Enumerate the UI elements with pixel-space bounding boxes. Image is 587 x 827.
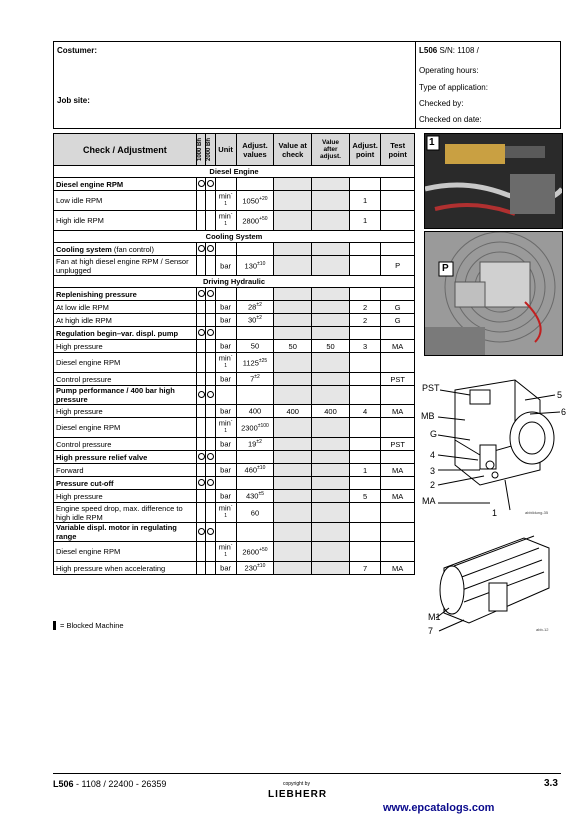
table-row bbox=[54, 464, 415, 477]
interval-checkbox[interactable] bbox=[198, 453, 205, 460]
interval-checkbox[interactable] bbox=[207, 479, 214, 486]
row-value-after[interactable] bbox=[312, 191, 350, 211]
pump-drawing-graphic bbox=[420, 370, 570, 520]
callout-m1: M1 bbox=[428, 612, 441, 622]
engine-photo bbox=[424, 133, 563, 229]
row-adjust-value: $30^{\pm 2}$ bbox=[236, 314, 274, 327]
table-row bbox=[54, 503, 415, 523]
table-row bbox=[54, 256, 415, 276]
row-value-at[interactable] bbox=[274, 562, 312, 575]
row-value-at[interactable] bbox=[274, 464, 312, 477]
jobsite-label: Job site: bbox=[57, 96, 90, 105]
interval-checkbox[interactable] bbox=[207, 245, 214, 252]
group-name: Diesel engine RPM bbox=[54, 178, 197, 191]
row-adjust-value: $2800^{+50}$ bbox=[236, 211, 274, 231]
row-value-at[interactable] bbox=[274, 191, 312, 211]
table-row bbox=[54, 314, 415, 327]
row-test: P bbox=[381, 256, 415, 276]
row-point bbox=[349, 542, 380, 562]
callout-4: 4 bbox=[430, 450, 436, 460]
col-adjust-values: Adjust. values bbox=[236, 134, 274, 166]
row-label: High pressure bbox=[54, 490, 197, 503]
row-unit: bar bbox=[215, 438, 236, 451]
col-test-point: Test point bbox=[381, 134, 415, 166]
col-check: Check / Adjustment bbox=[54, 134, 197, 166]
row-label: High pressure bbox=[54, 340, 197, 353]
checked-by-label: Checked by: bbox=[419, 99, 464, 108]
group-header-row bbox=[54, 386, 415, 405]
interval-checkbox[interactable] bbox=[207, 329, 214, 336]
row-test bbox=[381, 418, 415, 438]
callout-ma: MA bbox=[422, 496, 436, 506]
row-adjust-value: $7^{\pm 2}$ bbox=[236, 373, 274, 386]
row-value-at[interactable] bbox=[274, 542, 312, 562]
col-2000bh: 2000 Bh bbox=[206, 137, 213, 161]
section-row bbox=[54, 166, 415, 178]
row-unit: bar bbox=[215, 314, 236, 327]
photo1-callout: 1 bbox=[429, 137, 435, 148]
row-adjust-value: $230^{\pm 10}$ bbox=[236, 562, 274, 575]
row-value-after[interactable] bbox=[312, 418, 350, 438]
group-name: Pump performance / 400 bar high pressure bbox=[54, 386, 197, 405]
row-value-at[interactable] bbox=[274, 211, 312, 231]
col-unit: Unit bbox=[215, 134, 236, 166]
row-value-at[interactable]: 400 bbox=[274, 405, 312, 418]
operating-hours-label: Operating hours: bbox=[419, 66, 479, 75]
row-label: Control pressure bbox=[54, 438, 197, 451]
row-point: 1 bbox=[349, 211, 380, 231]
group-name: Pressure cut-off bbox=[54, 477, 197, 490]
row-test: MA bbox=[381, 562, 415, 575]
interval-checkbox[interactable] bbox=[198, 290, 205, 297]
fan-photo-graphic bbox=[425, 232, 562, 355]
liebherr-logo: LIEBHERR bbox=[268, 789, 328, 800]
row-point: 2 bbox=[349, 314, 380, 327]
row-point: 5 bbox=[349, 490, 380, 503]
costumer-label: Costumer: bbox=[57, 46, 98, 55]
row-value-after[interactable] bbox=[312, 301, 350, 314]
model-serial: L506 S/N: 1108 / bbox=[419, 46, 479, 55]
row-point: 2 bbox=[349, 301, 380, 314]
row-label: High idle RPM bbox=[54, 211, 197, 231]
row-test: MA bbox=[381, 464, 415, 477]
website-watermark: www.epcatalogs.com bbox=[383, 802, 495, 814]
row-point: 4 bbox=[349, 405, 380, 418]
row-adjust-value: $430^{\pm 5}$ bbox=[236, 490, 274, 503]
checked-on-label: Checked on date: bbox=[419, 115, 482, 124]
row-test bbox=[381, 542, 415, 562]
interval-checkbox[interactable] bbox=[207, 528, 214, 535]
row-value-after[interactable]: 400 bbox=[312, 405, 350, 418]
photo2-callout: P bbox=[442, 263, 449, 274]
row-unit: $\min^{-1}$ bbox=[215, 418, 236, 438]
table-row bbox=[54, 542, 415, 562]
table-row bbox=[54, 438, 415, 451]
row-value-at[interactable] bbox=[274, 353, 312, 373]
callout-2: 2 bbox=[430, 480, 436, 490]
group-header-row bbox=[54, 288, 415, 301]
row-unit: bar bbox=[215, 340, 236, 353]
row-point bbox=[349, 353, 380, 373]
footer-model: L506 - 1108 / 22400 - 26359 bbox=[53, 779, 167, 789]
row-value-after[interactable]: 50 bbox=[312, 340, 350, 353]
application-type-label: Type of application: bbox=[419, 83, 488, 92]
group-name: High pressure relief valve bbox=[54, 451, 197, 464]
interval-checkbox[interactable] bbox=[207, 391, 214, 398]
row-value-after[interactable] bbox=[312, 562, 350, 575]
col-value-at-check: Value at check bbox=[274, 134, 312, 166]
footer-line bbox=[53, 773, 561, 774]
group-name: Cooling system (fan control) bbox=[54, 243, 197, 256]
row-unit: $\min^{-1}$ bbox=[215, 211, 236, 231]
pump-figure-code: abbildung-35 bbox=[525, 510, 549, 515]
row-test: MA bbox=[381, 340, 415, 353]
row-adjust-value: $1125^{\pm 25}$ bbox=[236, 353, 274, 373]
table-row bbox=[54, 373, 415, 386]
row-test bbox=[381, 503, 415, 523]
row-unit: bar bbox=[215, 405, 236, 418]
row-value-at[interactable] bbox=[274, 373, 312, 386]
pump-drawing bbox=[420, 370, 570, 520]
row-value-at[interactable] bbox=[274, 418, 312, 438]
row-value-after[interactable] bbox=[312, 438, 350, 451]
table-row bbox=[54, 418, 415, 438]
row-label: High pressure when accelerating bbox=[54, 562, 197, 575]
row-label: Diesel engine RPM bbox=[54, 542, 197, 562]
callout-pst: PST bbox=[422, 383, 440, 393]
row-label: Diesel engine RPM bbox=[54, 418, 197, 438]
row-adjust-value: $130^{\pm 10}$ bbox=[236, 256, 274, 276]
row-point bbox=[349, 418, 380, 438]
row-adjust-value: 400 bbox=[236, 405, 274, 418]
row-adjust-value: 50 bbox=[236, 340, 274, 353]
page-number: 3.3 bbox=[544, 778, 558, 789]
table-row bbox=[54, 353, 415, 373]
section-title: Diesel Engine bbox=[54, 166, 415, 178]
row-point: 7 bbox=[349, 562, 380, 575]
row-point bbox=[349, 256, 380, 276]
table-row bbox=[54, 211, 415, 231]
interval-checkbox[interactable] bbox=[198, 479, 205, 486]
table-row bbox=[54, 562, 415, 575]
col-adjust-point: Adjust. point bbox=[349, 134, 380, 166]
interval-checkbox[interactable] bbox=[198, 391, 205, 398]
header-divider bbox=[415, 41, 416, 129]
row-unit: bar bbox=[215, 562, 236, 575]
row-adjust-value: $1050^{+20}$ bbox=[236, 191, 274, 211]
col-1000bh: 1000 Bh bbox=[196, 137, 203, 161]
group-header-row bbox=[54, 327, 415, 340]
row-unit: bar bbox=[215, 373, 236, 386]
row-point: 1 bbox=[349, 191, 380, 211]
row-adjust-value: $2300^{\pm 100}$ bbox=[236, 418, 274, 438]
row-label: Diesel engine RPM bbox=[54, 353, 197, 373]
row-value-after[interactable] bbox=[312, 211, 350, 231]
callout-3: 3 bbox=[430, 466, 436, 476]
row-test: PST bbox=[381, 373, 415, 386]
group-header-row bbox=[54, 477, 415, 490]
interval-checkbox[interactable] bbox=[207, 180, 214, 187]
row-test: PST bbox=[381, 438, 415, 451]
col-value-after: Value after adjust. bbox=[312, 134, 350, 166]
interval-checkbox[interactable] bbox=[207, 453, 214, 460]
engine-photo-graphic bbox=[425, 134, 562, 228]
group-header-row bbox=[54, 178, 415, 191]
fan-control-photo bbox=[424, 231, 563, 356]
table-row bbox=[54, 405, 415, 418]
footer-copyright: copyright by bbox=[283, 781, 310, 787]
row-unit: bar bbox=[215, 490, 236, 503]
group-header-row bbox=[54, 451, 415, 464]
motor-drawing-graphic bbox=[424, 528, 564, 638]
interval-checkbox[interactable] bbox=[207, 290, 214, 297]
row-unit: bar bbox=[215, 301, 236, 314]
group-header-row bbox=[54, 243, 415, 256]
interval-checkbox[interactable] bbox=[198, 245, 205, 252]
row-value-at[interactable]: 50 bbox=[274, 340, 312, 353]
row-unit: $\min^{-1}$ bbox=[215, 542, 236, 562]
row-value-after[interactable] bbox=[312, 464, 350, 477]
row-label: Control pressure bbox=[54, 373, 197, 386]
row-adjust-value: $19^{\pm 2}$ bbox=[236, 438, 274, 451]
row-value-after[interactable] bbox=[312, 542, 350, 562]
row-label: Fan at high diesel engine RPM / Sensor unplugged bbox=[54, 256, 197, 276]
row-value-at[interactable] bbox=[274, 490, 312, 503]
row-test: MA bbox=[381, 405, 415, 418]
group-name: Regulation begin–var. displ. pump bbox=[54, 327, 197, 340]
row-unit: bar bbox=[215, 464, 236, 477]
legend-text: = Blocked Machine bbox=[60, 621, 124, 630]
row-test: G bbox=[381, 314, 415, 327]
row-value-after[interactable] bbox=[312, 256, 350, 276]
section-title: Driving Hydraulic bbox=[54, 276, 415, 288]
row-label: At low idle RPM bbox=[54, 301, 197, 314]
row-point bbox=[349, 373, 380, 386]
group-name: Variable displ. motor in regulating range bbox=[54, 523, 197, 542]
interval-checkbox[interactable] bbox=[198, 329, 205, 336]
row-test: G bbox=[381, 301, 415, 314]
row-unit: $\min^{-1}$ bbox=[215, 503, 236, 523]
row-value-at[interactable] bbox=[274, 314, 312, 327]
row-label: Engine speed drop, max. difference to high idle RPM bbox=[54, 503, 197, 523]
check-adjustment-table bbox=[53, 133, 415, 575]
row-value-after[interactable] bbox=[312, 353, 350, 373]
interval-checkbox[interactable] bbox=[198, 528, 205, 535]
row-adjust-value: $2600^{+50}$ bbox=[236, 542, 274, 562]
row-adjust-value: $28^{\pm 2}$ bbox=[236, 301, 274, 314]
row-value-at[interactable] bbox=[274, 256, 312, 276]
row-test: MA bbox=[381, 490, 415, 503]
row-point: 1 bbox=[349, 464, 380, 477]
row-point: 3 bbox=[349, 340, 380, 353]
table-row bbox=[54, 340, 415, 353]
row-point bbox=[349, 438, 380, 451]
row-test bbox=[381, 353, 415, 373]
row-value-after[interactable] bbox=[312, 503, 350, 523]
row-label: Low idle RPM bbox=[54, 191, 197, 211]
row-value-at[interactable] bbox=[274, 438, 312, 451]
group-name: Replenishing pressure bbox=[54, 288, 197, 301]
row-adjust-value: $460^{\pm 10}$ bbox=[236, 464, 274, 477]
table-row bbox=[54, 191, 415, 211]
section-title: Cooling System bbox=[54, 231, 415, 243]
callout-mb: MB bbox=[421, 411, 435, 421]
motor-figure-code: abb-12 bbox=[536, 627, 549, 632]
row-test bbox=[381, 191, 415, 211]
row-value-after[interactable] bbox=[312, 373, 350, 386]
table-row bbox=[54, 490, 415, 503]
blocked-marker bbox=[53, 621, 56, 630]
row-unit: $\min^{-1}$ bbox=[215, 353, 236, 373]
group-header-row bbox=[54, 523, 415, 542]
row-label: Forward bbox=[54, 464, 197, 477]
row-adjust-value: 60 bbox=[236, 503, 274, 523]
row-point bbox=[349, 503, 380, 523]
row-unit: bar bbox=[215, 256, 236, 276]
callout-7: 7 bbox=[428, 626, 434, 636]
callout-g: G bbox=[430, 429, 438, 439]
row-test bbox=[381, 211, 415, 231]
section-row bbox=[54, 231, 415, 243]
section-row bbox=[54, 276, 415, 288]
table-row bbox=[54, 301, 415, 314]
interval-checkbox[interactable] bbox=[198, 180, 205, 187]
callout-5: 5 bbox=[557, 390, 563, 400]
row-value-after[interactable] bbox=[312, 490, 350, 503]
row-unit: $\min^{-1}$ bbox=[215, 191, 236, 211]
row-label: High pressure bbox=[54, 405, 197, 418]
row-label: At high idle RPM bbox=[54, 314, 197, 327]
row-value-at[interactable] bbox=[274, 503, 312, 523]
row-value-at[interactable] bbox=[274, 301, 312, 314]
callout-1: 1 bbox=[492, 508, 498, 518]
motor-drawing bbox=[424, 528, 564, 638]
row-value-after[interactable] bbox=[312, 314, 350, 327]
callout-6: 6 bbox=[561, 407, 567, 417]
